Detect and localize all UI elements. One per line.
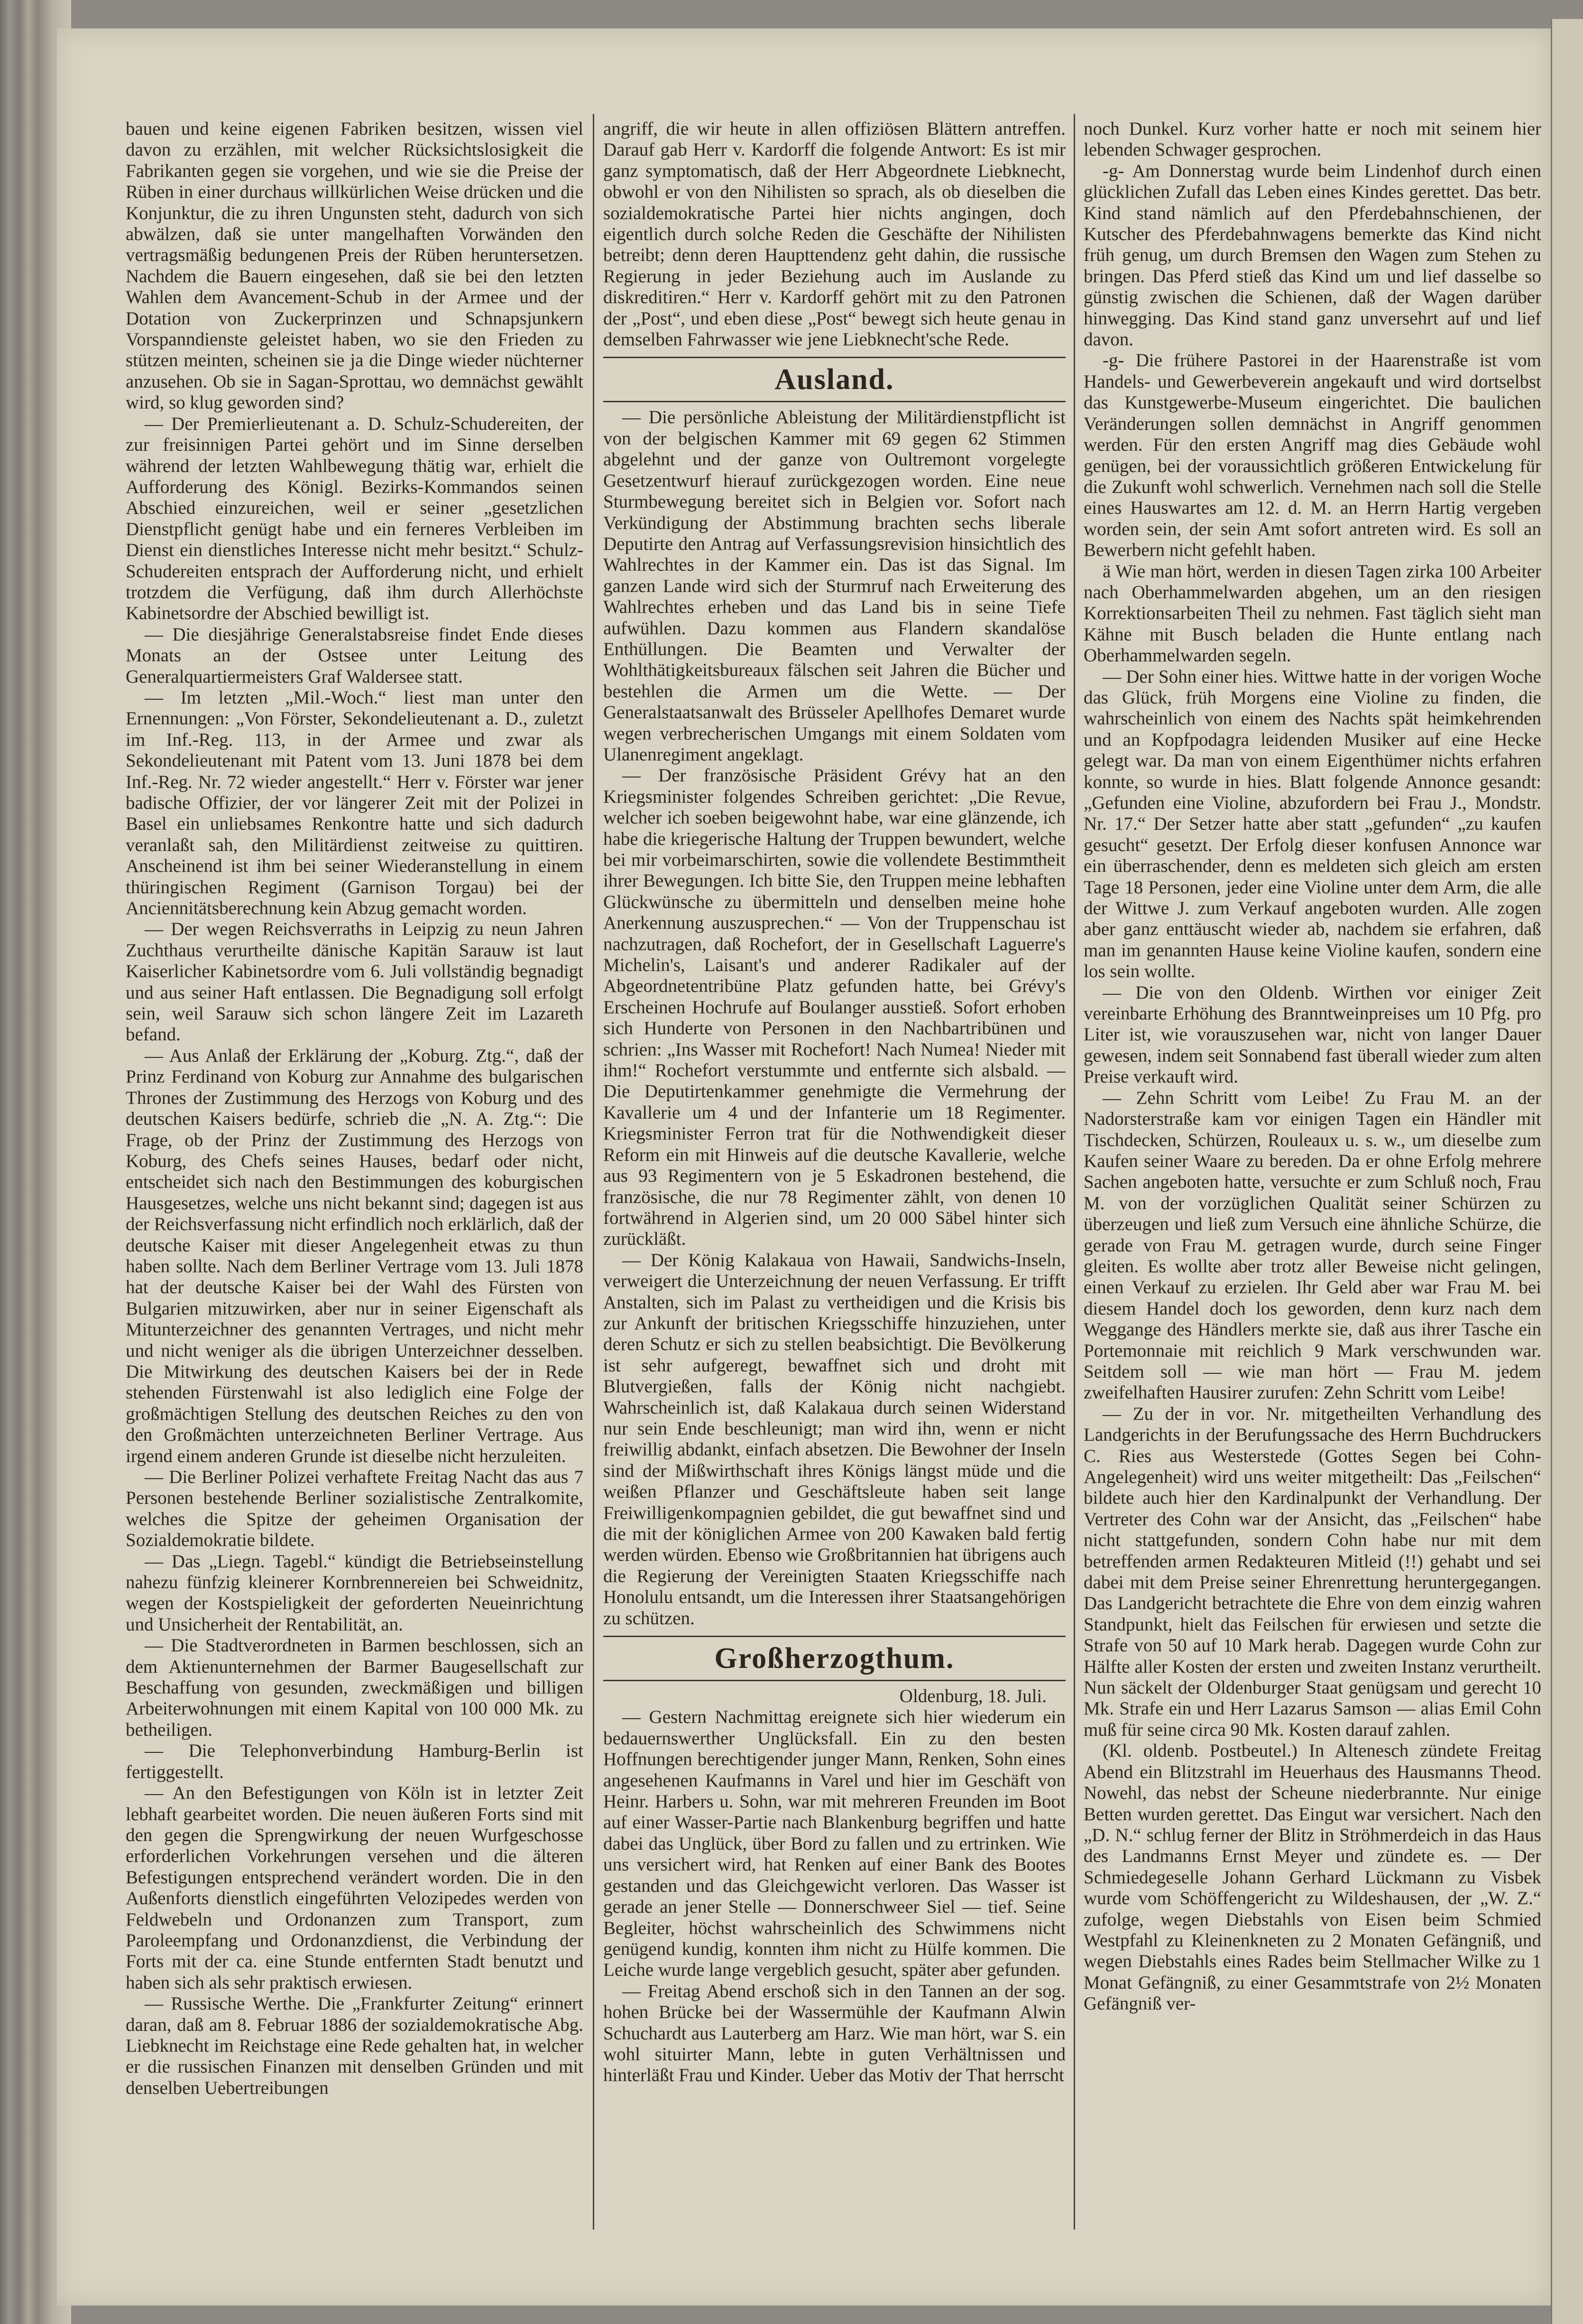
article-paragraph: — Die Stadtverordneten in Barmen beschlossen, sich an dem Aktienunternehmen der Barmer Baugesellschaft zur Beschaffung von gesunden, zweckmäßigen und billigen Arbeiterwohnungen mit einem Kapital von 100 000 Mk. zu betheiligen. (126, 1635, 583, 1740)
column-2 (603, 119, 1066, 2225)
article-paragraph: — Die Telephonverbindung Hamburg-Berlin ist fertiggestellt. (126, 1741, 583, 1782)
article-paragraph: — Aus Anlaß der Erklärung der „Koburg. Ztg.“, daß der Prinz Ferdinand von Koburg zur Annahme des bulgarischen Thrones der Zustimmung des Herzogs von Koburg und des deutschen Kaisers bedürfe, schrieb die „N. A. Ztg.“: Die Frage, ob der Prinz der Zustimmung des Herzogs von Koburg, des Chefs seines Hauses, bedarf oder nicht, entscheidet sich nach den Bestimmungen des koburgischen Hausgesetzes, welche uns nicht bekannt sind; dagegen ist aus der Reichsverfassung nicht erfindlich noch erklärlich, daß der deutsche Kaiser mit dieser Angelegenheit etwas zu thun haben sollte. Nach dem Berliner Vertrage vom 13. Juli 1878 hat der deutsche Kaiser bei der Wahl des Fürsten von Bulgarien mitzuwirken, aber nur in seiner Eigenschaft als Mitunterzeichner des genannten Vertrages, und nicht mehr und nicht weniger als die übrigen Unterzeichner desselben. Die Mitwirkung des deutschen Kaisers bei der in Rede stehenden Fürstenwahl ist also lediglich eine Folge der großmächtigen Stellung des deutschen Reiches zu den von den Großmächten unterzeichneten Berliner Vertrage. Aus irgend einem anderen Grunde ist dieselbe nicht herzuleiten. (126, 1045, 583, 1466)
article-paragraph: — Der wegen Reichsverraths in Leipzig zu neun Jahren Zuchthaus verurtheilte dänische Kapitän Sarauw ist laut Kaiserlicher Kabinetsordre vom 6. Juli vollständig begnadigt und aus seiner Haft entlassen. Die Begnadigung soll erfolgt sein, weil Sarauw sich schon längere Zeit im Lazareth befand. (126, 919, 583, 1045)
article-paragraph: — Zu der in vor. Nr. mitgetheilten Verhandlung des Landgerichts in der Berufungssache des Herrn Buchdruckers C. Ries aus Westerstede (Gottes Segen bei Cohn-Angelegenheit) wird uns weiter mitgetheilt: Das „Feilschen“ bildete auch hier den Kardinalpunkt der Verhandlung. Der Vertreter des Cohn war der Ansicht, das „Feilschen“ habe nicht stattgefunden, sondern Cohn habe nur mit dem betreffenden armen Redakteuren Mitleid (!!) gehabt und sei dabei mit dem Preise seiner Ehrenrettung heruntergegangen. Das Landgericht betrachtete die Ehre von dem einzig wahren Standpunkt, hielt das Feilschen für erwiesen und setzte die Strafe von 50 auf 10 Mark herab. Dagegen wurde Cohn zur Hälfte aller Kosten der ersten und zweiten Instanz verurtheilt. Nun säckelt der Oldenburger Staat genügsam und gerecht 10 Mk. Strafe ein und Herr Lazarus Samson — alias Emil Cohn muß für seine circa 90 Mk. Kosten darauf zahlen. (1084, 1403, 1541, 1740)
article-paragraph: — Der Sohn einer hies. Wittwe hatte in der vorigen Woche das Glück, früh Morgens eine Violine zu finden, die wahrscheinlich von einem des Nachts spät heimkehrenden und an Kopfpodagra leidenden Musiker auf eine Hecke gelegt war. Da man von einem Eigenthümer nichts erfahren konnte, so wurde in hies. Blatt folgende Annonce gesandt: „Gefunden eine Violine, abzufordern bei Frau J., Mondstr. Nr. 17.“ Der Setzer hatte aber statt „gefunden“ „zu kaufen gesucht“ gesetzt. Der Erfolg dieser konfusen Annonce war ein überraschender, denn es meldeten sich gleich am ersten Tage 18 Personen, jeder eine Violine unter dem Arm, die alle der Wittwe J. zum Verkauf angeboten wurden. Alle zogen aber ganz enttäuscht wieder ab, nachdem sie erfahren, daß man im genannten Hause keine Violine kaufen, sondern eine los sein wollte. (1084, 666, 1541, 982)
article-paragraph: bauen und keine eigenen Fabriken besitzen, wissen viel davon zu erzählen, mit welcher Rücksichtslosigkeit die Fabrikanten gegen sie vorgehen, und wie sie die Preise der Rüben in einer durchaus willkürlichen Weise drücken und die Konjunktur, die zu ihren Ungunsten steht, dadurch von sich abwälzen, daß sie unter mangelhaften Vorwänden den vertragsmäßig bedungenen Preis der Rüben heruntersetzen. Nachdem die Bauern eingesehen, daß sie bei den letzten Wahlen dem Avancement-Schub in der Armee und der Dotation von Zuckerprinzen und Schnapsjunkern Vorspanndienste geleistet haben, wo sie den Frieden zu stützen meinten, scheinen sie ja die Dinge wieder nüchterner anzusehen. Ob sie in Sagan-Sprottau, wo demnächst gewählt wird, so klug geworden sind? (126, 119, 583, 413)
article-paragraph: — Das „Liegn. Tagebl.“ kündigt die Betriebseinstellung nahezu fünfzig kleinerer Kornbrennereien bei Schweidnitz, wegen der Kostspieligkeit der geforderten Neueinrichtung und Unsicherheit der Rentabilität, an. (126, 1551, 583, 1635)
article-paragraph: — Der König Kalakaua von Hawaii, Sandwichs-Inseln, verweigert die Unterzeichnung der neuen Verfassung. Er trifft Anstalten, sich im Palast zu vertheidigen und die Krisis bis zur Ankunft der britischen Kriegsschiffe hinzuziehen, unter deren Schutz er sich zu stellen beabsichtigt. Die Bevölkerung ist sehr aufgeregt, bewaffnet sich und droht mit Blutvergießen, falls der König nicht nachgiebt. Wahrscheinlich ist, daß Kalakaua durch seinen Widerstand nur sein Ende beschleunigt; man wird ihn, wenn er nicht freiwillig abdankt, einfach absetzen. Die Bewohner der Inseln sind der Mißwirthschaft ihres Königs längst müde und die weißen Pflanzer und Geschäftsleute haben seit lange Freiwilligenkompagnien gebildet, die gut bewaffnet sind und die mit der königlichen Armee von 200 Kawaken bald fertig werden würden. Ebenso wie Großbritannien hat übrigens auch die Regierung der Vereinigten Staaten Kriegsschiffe nach Honolulu entsandt, um die Interessen ihrer Staatsangehörigen zu schützen. (603, 1250, 1066, 1629)
article-paragraph: — Die von den Oldenb. Wirthen vor einiger Zeit vereinbarte Erhöhung des Branntweinpreises um 10 Pfg. pro Liter ist, wie vorauszusehen war, nicht von langer Dauer gewesen, indem seit Sonnabend fast überall wieder zum alten Preise verkauft wird. (1084, 982, 1541, 1087)
section-heading: Ausland. (603, 357, 1066, 402)
article-paragraph: — Die Berliner Polizei verhaftete Freitag Nacht das aus 7 Personen bestehende Berliner sozialistische Zentralkomite, welches die Spitze der geheimen Organisation der Sozialdemokratie bildete. (126, 1467, 583, 1551)
article-paragraph: — Die persönliche Ableistung der Militärdienstpflicht ist von der belgischen Kammer mit 69 gegen 62 Stimmen abgelehnt und der ganze von Oultremont vorgelegte Gesetzentwurf hierauf zurückgezogen worden. Eine neue Sturmbewegung bereitet sich in Belgien vor. Sofort nach Verkündigung der Abstimmung brachten sechs liberale Deputirte den Antrag auf Verfassungsrevision hinsichtlich des Wahlrechtes in der Kammer ein. Das ist das Signal. Im ganzen Lande wird sich der Sturmruf nach Erweiterung des Wahlrechtes erheben und das Land bis in seine Tiefe aufwühlen. Dazu kommen aus Flandern skandalöse Enthüllungen. Die Beamten und Verwalter der Wohlthätigkeitsbureaux fälschen seit Jahren die Bücher und bestehlen die Armen um die Wette. — Der Generalstaatsanwalt des Brüsseler Apellhofes Demaret wurde wegen verbrecherischen Umgangs mit einem Soldaten vom Ulanenregiment angeklagt. (603, 407, 1066, 765)
article-paragraph: — Zehn Schritt vom Leibe! Zu Frau M. an der Nadorsterstraße kam vor einigen Tagen ein Händler mit Tischdecken, Schürzen, Rouleaux u. s. w., um dieselbe zum Kaufen seiner Waare zu bereden. Da er ohne Erfolg mehrere Sachen angeboten hatte, versuchte er zum Schluß noch, Frau M. von der vorzüglichen Qualität seiner Schürzen zu überzeugen und ließ zum Versuch eine ähnliche Schürze, die gerade von Frau M. getragen wurde, durch seine Finger gleiten. Es wollte aber trotz aller Beweise nicht gelingen, einen Verkauf zu erzielen. Ihr Geld aber war Frau M. bei diesem Handel doch los geworden, denn kurz nach dem Weggange des Händlers merkte sie, daß aus ihrer Tasche ein Portemonnaie mit reichlich 9 Mark verschwunden war. Seitdem soll — wie man hört — Frau M. jedem zweifelhaften Hausirer zurufen: Zehn Schritt vom Leibe! (1084, 1087, 1541, 1403)
article-paragraph: — Im letzten „Mil.-Woch.“ liest man unter den Ernennungen: „Von Förster, Sekondelieutenant a. D., zuletzt im Inf.-Reg. 113, in der Armee und zwar als Sekondelieutenant mit Patent vom 13. Juni 1878 bei dem Inf.-Reg. Nr. 72 wieder angestellt.“ Herr v. Förster war jener badische Offizier, der vor längerer Zeit mit der Polizei in Basel ein unliebsames Renkontre hatte und sich dadurch veranlaßt sah, den Militärdienst zeitweise zu quittiren. Anscheinend ist ihm bei seiner Wiederanstellung in einem thüringischen Regiment (Garnison Torgau) bei der Anciennitätsberechnung kein Abzug gemacht worden. (126, 687, 583, 919)
article-paragraph: — Russische Werthe. Die „Frankfurter Zeitung“ erinnert daran, daß am 8. Februar 1886 der sozialdemokratische Abg. Liebknecht im Reichstage eine Rede gehalten hat, in welcher er die russischen Finanzen mit denselben Gründen und mit denselben Uebertreibungen (126, 1993, 583, 2098)
article-paragraph: — Der französische Präsident Grévy hat an den Kriegsminister folgendes Schreiben gerichtet: „Die Revue, welcher ich soeben beigewohnt habe, war eine glänzende, ich habe die kriegerische Haltung der Truppen bewundert, welche bei mir vorbeimarschirten, sowie die vollendete Bestimmtheit ihrer Bewegungen. Ich bitte Sie, den Truppen meine lebhaften Glückwünsche zu übermitteln und denselben meine hohe Anerkennung auszusprechen.“ — Von der Truppenschau ist nachzutragen, daß Rochefort, der in Gesellschaft Laguerre's Michelin's, Laisant's und anderer Radikaler auf der Abgeordnetentribüne Platz gefunden hatte, bei Grévy's Erscheinen Hochrufe auf Boulanger ausstieß. Sofort erhoben sich Hunderte von Personen in den Nachbartribünen und schrien: „Ins Wasser mit Rochefort! Nach Numea! Nieder mit ihm!“ Rochefort verstummte und entfernte sich alsbald. — Die Deputirtenkammer genehmigte die Vermehrung der Kavallerie um 4 und der Infanterie um 18 Regimenter. Kriegsminister Ferron trat für die Nothwendigkeit dieser Reform ein mit Hinweis auf die deutsche Kavallerie, welche aus 93 Regimentern von je 5 Eskadronen bestehend, die französische, die nur 78 Regimenter zählt, von denen 10 fortwährend in Algerien sind, um 20 000 Säbel hinter sich zurückläßt. (603, 765, 1066, 1250)
article-paragraph: — Freitag Abend erschoß sich in den Tannen an der sog. hohen Brücke bei der Wassermühle der Kaufmann Alwin Schuchardt aus Lauterberg am Harz. Wie man hört, war S. ein wohl situirter Mann, lebte in guten Verhältnissen und hinterläßt Frau und Kinder. Ueber das Motiv der That herrscht (603, 1981, 1066, 2086)
dateline: Oldenburg, 18. Juli. (899, 1686, 1047, 1707)
article-paragraph: (Kl. oldenb. Postbeutel.) In Altenesch zündete Freitag Abend ein Blitzstrahl im Heuerhaus des Hausmanns Theod. Nowehl, das nebst der Scheune niederbrannte. Nur einige Betten wurden gerettet. Das Eingut war versichert. Nach den „D. N.“ schlug ferner der Blitz in Ströhmerdeich in das Haus des Landmanns Ernst Meyer und zündete es. — Der Schmiedegeselle Johann Gerhard Lückmann zu Visbek wurde vom Schöffengericht zu Wildeshausen, der „W. Z.“ zufolge, wegen Diebstahls von Eisen beim Schmied Westpfahl zu Kleinenkneten zu 2 Monaten Gefängniß, und wegen Diebstahls eines Rades beim Stellmacher Wilke zu 1 Monat Gefängniß, zu einer Gesammtstrafe von 2½ Monaten Gefängniß ver- (1084, 1741, 1541, 2014)
column-rule (593, 114, 594, 2230)
adjacent-page-edge (1551, 19, 1583, 2324)
article-paragraph: — Die diesjährige Generalstabsreise findet Ende dieses Monats an der Ostsee unter Leitung des Generalquartiermeisters Graf Waldersee statt. (126, 624, 583, 687)
article-paragraph: — Der Premierlieutenant a. D. Schulz-Schudereiten, der zur freisinnigen Partei gehört und im Sinne derselben während der letzten Wahlbewegung thätig war, erhielt die Aufforderung des Königl. Bezirks-Kommandos seinen Abschied einzureichen, weil er seiner „gesetzlichen Dienstpflicht genügt habe und ein ferneres Verbleiben im Dienst ein dienstliches Interesse nicht mehr besitzt.“ Schulz-Schudereiten entsprach der Aufforderung nicht, und erhielt trotzdem die Verfügung, daß ihm durch Allerhöchste Kabinetsordre der Abschied bewilligt ist. (126, 413, 583, 624)
section-heading: Großherzogthum. (603, 1636, 1066, 1681)
article-paragraph: noch Dunkel. Kurz vorher hatte er noch mit seinem hier lebenden Schwager gesprochen. (1084, 119, 1541, 160)
article-paragraph: -g- Die frühere Pastorei in der Haarenstraße ist vom Handels- und Gewerbeverein angekauft und wird dortselbst das Kunstgewerbe-Museum eingerichtet. Die baulichen Veränderungen sollen demnächst in Angriff genommen werden. Für den ersten Angriff mag dies Gebäude wohl genügen, bei der voraussichtlich größeren Entwickelung für die Zukunft wohl schwerlich. Vernehmen nach soll die Stelle eines Hauswartes am 12. d. M. an Herrn Hartig vergeben worden sein, der sein Amt sofort antreten wird. Es soll an Bewerbern nicht gefehlt haben. (1084, 350, 1541, 561)
article-paragraph: -g- Am Donnerstag wurde beim Lindenhof durch einen glücklichen Zufall das Leben eines Kindes gerettet. Das betr. Kind stand nämlich auf den Pferdebahnschienen, der Kutscher des Pferdebahnwagens bemerkte das Kind nicht früh genug, um durch Bremsen den Wagen zum Stehen zu bringen. Das Pferd stieß das Kind um und lief dasselbe so günstig zwischen die Schienen, daß der Wagen darüber hinwegging. Das Kind stand ganz unversehrt auf und lief davon. (1084, 160, 1541, 350)
article-paragraph: angriff, die wir heute in allen offiziösen Blättern antreffen. Darauf gab Herr v. Kardorff die folgende Antwort: Es ist mir ganz symptomatisch, daß der Herr Abgeordnete Liebknecht, obwohl er von den Nihilisten so sprach, als ob dieselben die sozialdemokratische Partei hier nichts angingen, doch eigentlich durch solche Reden die Geschäfte der Nihilisten betreibt; denn deren Haupttendenz geht dahin, die russische Regierung in jeder Beziehung auch im Auslande zu diskreditiren.“ Herr v. Kardorff gehört mit zu den Patronen der „Post“, und eben diese „Post“ bewegt sich heute genau in demselben Fahrwasser wie jene Liebknecht'sche Rede. (603, 119, 1066, 350)
article-paragraph: — Gestern Nachmittag ereignete sich hier wiederum ein bedauernswerther Unglücksfall. Ein zu den besten Hoffnungen berechtigender junger Mann, Renken, Sohn eines angesehenen Kaufmanns in Varel und hier im Geschäft von Heinr. Harbers u. Sohn, war mit mehreren Freunden im Boot auf einer Wasser-Partie nach Blankenburg begriffen und hatte dabei das Unglück, über Bord zu fallen und zu ertrinken. Wie uns versichert wird, hat Renken auf einer Bank des Bootes gestanden und das Gleichgewicht verloren. Das Wasser ist gerade an jener Stelle — Donnerschweer Siel — tief. Seine Begleiter, höchst wahrscheinlich des Schwimmens nicht genügend kundig, konnten ihm nicht zu Hülfe kommen. Die Leiche wurde lange vergeblich gesucht, später aber gefunden. (603, 1707, 1066, 1981)
column-rule (1074, 114, 1075, 2230)
article-paragraph: — An den Befestigungen von Köln ist in letzter Zeit lebhaft gearbeitet worden. Die neuen äußeren Forts sind mit den gegen die Sprengwirkung der neuen Wurfgeschosse erforderlichen Vorkehrungen versehen und die älteren Befestigungen entsprechend verändert worden. Die in den Außenforts dienstlich eingeführten Velozipedes werden von Feldwebeln und Ordonanzen zum Transport, zum Paroleempfang und Ordonanzdienst, die Verbindung der Forts mit der ca. eine Stunde entfernten Stadt benutzt und haben sich als sehr praktisch erwiesen. (126, 1783, 583, 1993)
column-1 (126, 119, 583, 2225)
column-3 (1084, 119, 1541, 2225)
article-paragraph: ä Wie man hört, werden in diesen Tagen zirka 100 Arbeiter nach Oberhammelwarden abgehen, um an den riesigen Korrektionsarbeiten Theil zu nehmen. Fast täglich sieht man Kähne mit Busch beladen die Hunte entlang nach Oberhammelwarden segeln. (1084, 561, 1541, 666)
